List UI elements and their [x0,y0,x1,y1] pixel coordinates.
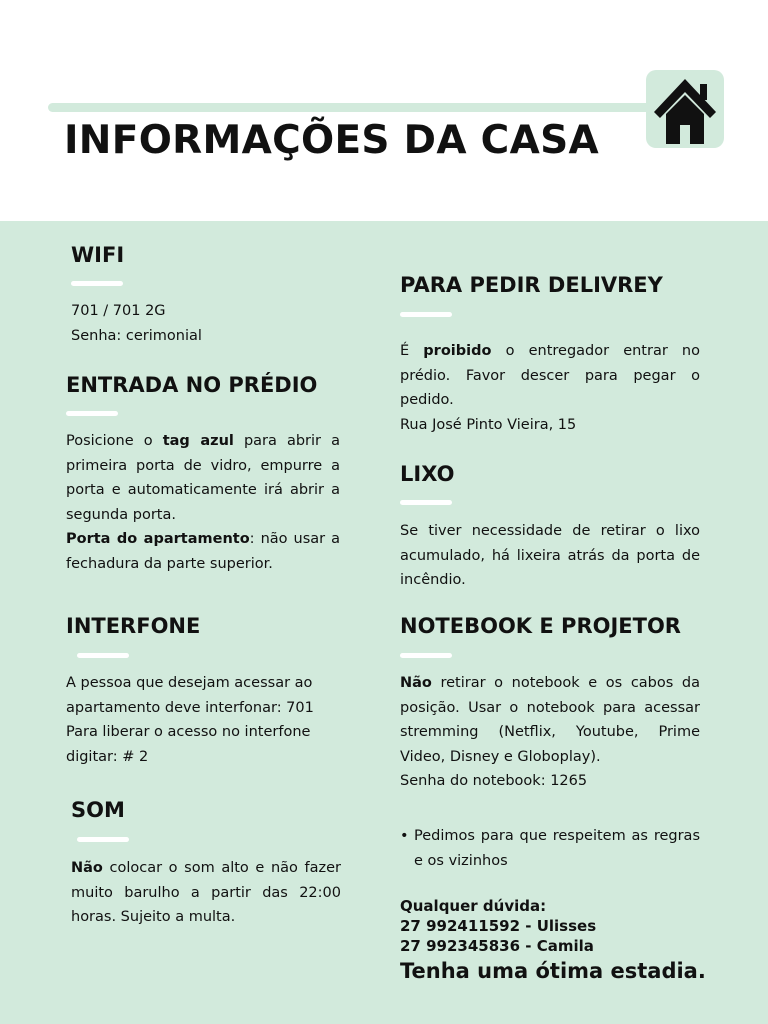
delivery-text-part: o entregador entrar no prédio. Favor descer para pegar o pedido. [400,343,700,408]
som-heading: SOM [71,798,125,822]
contact-camila: 27 992345836 - Camila [400,937,594,955]
som-text [71,856,341,930]
wifi-password: Senha: cerimonial [71,327,202,344]
entrada-text-part: para abrir a primeira porta de vidro, empurre a porta e automaticamente irá abrir a segunda porta. [66,433,340,523]
entrada-text-part: : não usar a fechadura da parte superior. [66,531,340,572]
notebook-heading: NOTEBOOK E PROJETOR [400,614,681,638]
som-text-part: colocar o som alto e não fazer muito barulho a partir das 22:00 horas. Sujeito a multa. [71,860,341,925]
delivery-text-part: É [400,343,424,359]
lixo-heading: LIXO [400,462,455,486]
section-divider [400,653,452,658]
notebook-text [400,671,700,769]
delivery-heading: PARA PEDIR DELIVREY [400,273,663,297]
contact-label: Qualquer dúvida: [400,897,547,915]
page-title: INFORMAÇÕES DA CASA [64,118,599,163]
delivery-address: Rua José Pinto Vieira, 15 [400,416,577,433]
entrada-heading: ENTRADA NO PRÉDIO [66,373,318,397]
nao-emphasis: Não [400,675,432,691]
notebook-text-part: retirar o notebook e os cabos da posição. Usar o notebook para acessar stremming (Netflix, Youtube, Prime Video, Disney e Globoplay). [400,675,700,765]
bullet-icon: • [400,828,409,844]
house-icon [646,70,724,148]
lixo-text: Se tiver necessidade de retirar o lixo acumulado, há lixeira atrás da porta de incêndio. [400,523,700,588]
section-divider [71,281,123,286]
interfone-line1: A pessoa que desejam acessar ao apartamento deve interfonar: 701 [66,675,314,716]
delivery-section [400,273,700,437]
porta-emphasis: Porta do apartamento [66,531,250,547]
wifi-heading: WIFI [71,243,125,267]
closing-message: Tenha uma ótima estadia. [400,959,706,983]
wifi-section [71,243,371,348]
nao-emphasis: Não [71,860,103,876]
rules-section [400,824,700,873]
delivery-text [400,339,700,413]
entrada-section [66,373,340,576]
notebook-password: Senha do notebook: 1265 [400,773,588,789]
proibido-emphasis: proibido [423,343,492,359]
interfone-section [66,614,336,769]
contact-ulisses: 27 992411592 - Ulisses [400,917,597,935]
interfone-heading: INTERFONE [66,614,201,638]
wifi-network: 701 / 701 2G [71,303,166,319]
entrada-text [66,429,340,576]
interfone-line2: Para liberar o acesso no interfone digitar: # 2 [66,724,311,765]
rules-text: Pedimos para que respeitem as regras e os vizinhos [414,828,700,869]
section-divider [400,500,452,505]
title-underline [48,103,652,112]
section-divider [77,837,129,842]
section-divider [77,653,129,658]
som-section [71,798,341,930]
entrada-text-part: Posicione o [66,433,163,449]
lixo-section [400,462,700,593]
section-divider [400,312,452,317]
rules-item [400,824,700,873]
house-badge [646,70,724,148]
section-divider [66,411,118,416]
tag-azul-emphasis: tag azul [162,433,234,449]
notebook-section [400,614,700,794]
contact-section [400,896,740,986]
